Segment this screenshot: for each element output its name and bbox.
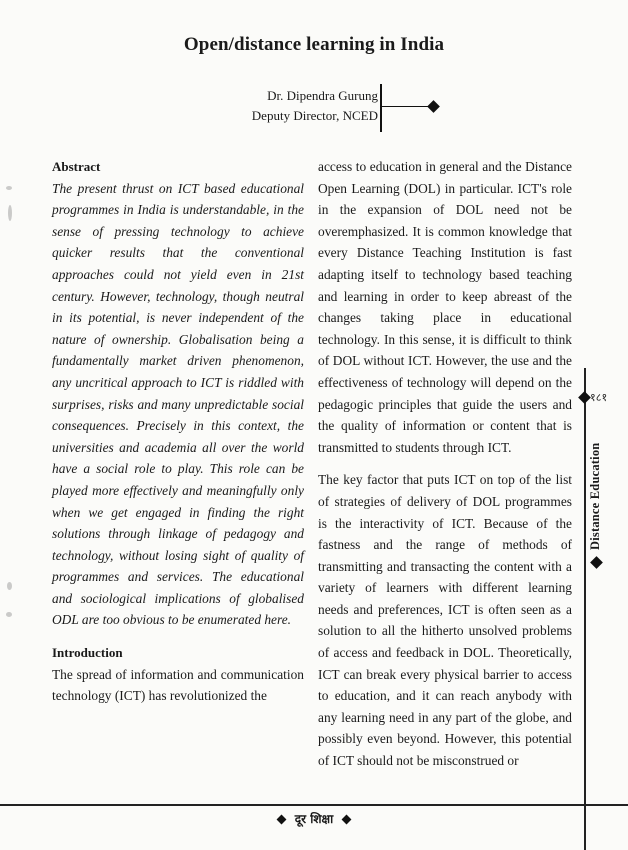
diamond-icon — [276, 815, 286, 825]
left-column — [52, 156, 304, 707]
footer — [0, 810, 628, 827]
abstract-text: The present thrust on ICT based educational programmes in India is understandable, in the sense of pressing technology to achieve quicker results that the conventional approaches could not yield even in 21st century. However, technology, though neutral in its potential, is never independent of the nature of ownership. Globalisation being a fundamentally market driven phenomenon, any uncritical approach to ICT is riddled with surprises, risks and many unpredictable social consequences. Precisely in this context, the universities and academia all over the world have a social role to play. This role can be played more effectively and meaningfully only when we get engaged in finding the right solutions through linkage of pedagogy and technology, without losing sight of quality of programmes and services. The educational and sociological implications of globalised ODL are too obvious to be enumerated here. — [52, 180, 304, 628]
margin-rule — [584, 368, 586, 850]
diamond-icon — [590, 556, 603, 569]
diamond-icon — [578, 391, 591, 404]
scan-smudge — [6, 186, 12, 190]
introduction-text-left: The spread of information and communication technology (ICT) has revolutionized the — [52, 666, 304, 704]
footer-journal: दूर शिक्षा — [294, 812, 334, 826]
abstract-heading: Abstract — [52, 159, 101, 174]
section-label-text: Distance Education — [588, 442, 602, 550]
scan-smudge — [8, 205, 12, 221]
author-rule-vertical — [380, 84, 382, 132]
author-role: Deputy Director, NCED — [251, 108, 378, 123]
diamond-icon — [342, 815, 352, 825]
right-column — [318, 156, 572, 772]
scan-smudge — [7, 582, 12, 590]
paragraph-gap — [52, 631, 304, 642]
author-rule-horizontal — [382, 106, 432, 107]
page-title: Open/distance learning in India — [183, 34, 445, 55]
author-block — [252, 86, 378, 126]
page-number: १८१ — [590, 391, 608, 404]
bottom-rule — [0, 804, 628, 806]
body-paragraph-1: access to education in general and the Distance Open Learning (DOL) in particular. ICT's role in the expansion of DOL need not be overemphasized. It is common knowledge that every Distance Teaching Institution is fast adapting itself to technology based teaching and learning in order to keep abreast of the changes taking place in educational technology. In this sense, it is difficult to think of DOL without ICT. However, the use and the effectiveness of technology will depend on the pedagogic principles that guide the users and the quality of information or content that is transmitted to students through ICT. — [318, 159, 572, 455]
paragraph-gap — [318, 458, 572, 469]
author-name: Dr. Dipendra Gurung — [267, 88, 378, 103]
scan-smudge — [6, 612, 12, 617]
diamond-icon — [427, 100, 440, 113]
introduction-heading: Introduction — [52, 645, 123, 661]
body-paragraph-2: The key factor that puts ICT on top of the list of strategies of delivery of DOL programmes is the interactivity of ICT. Because of the fastness and the range of methods of transmitting and transacting the content with a variety of learners with different learning needs and preferences, ICT is often seen as a solution to all the hitherto unsolved problems of access and feedback in DOL. Theoretically, ICT can break every physical barrier to access to education, and it can reach anybody with any learning need in any part of the globe, and possibly even beyond. However, this potential of ICT should not be misconstrued or — [318, 472, 572, 769]
